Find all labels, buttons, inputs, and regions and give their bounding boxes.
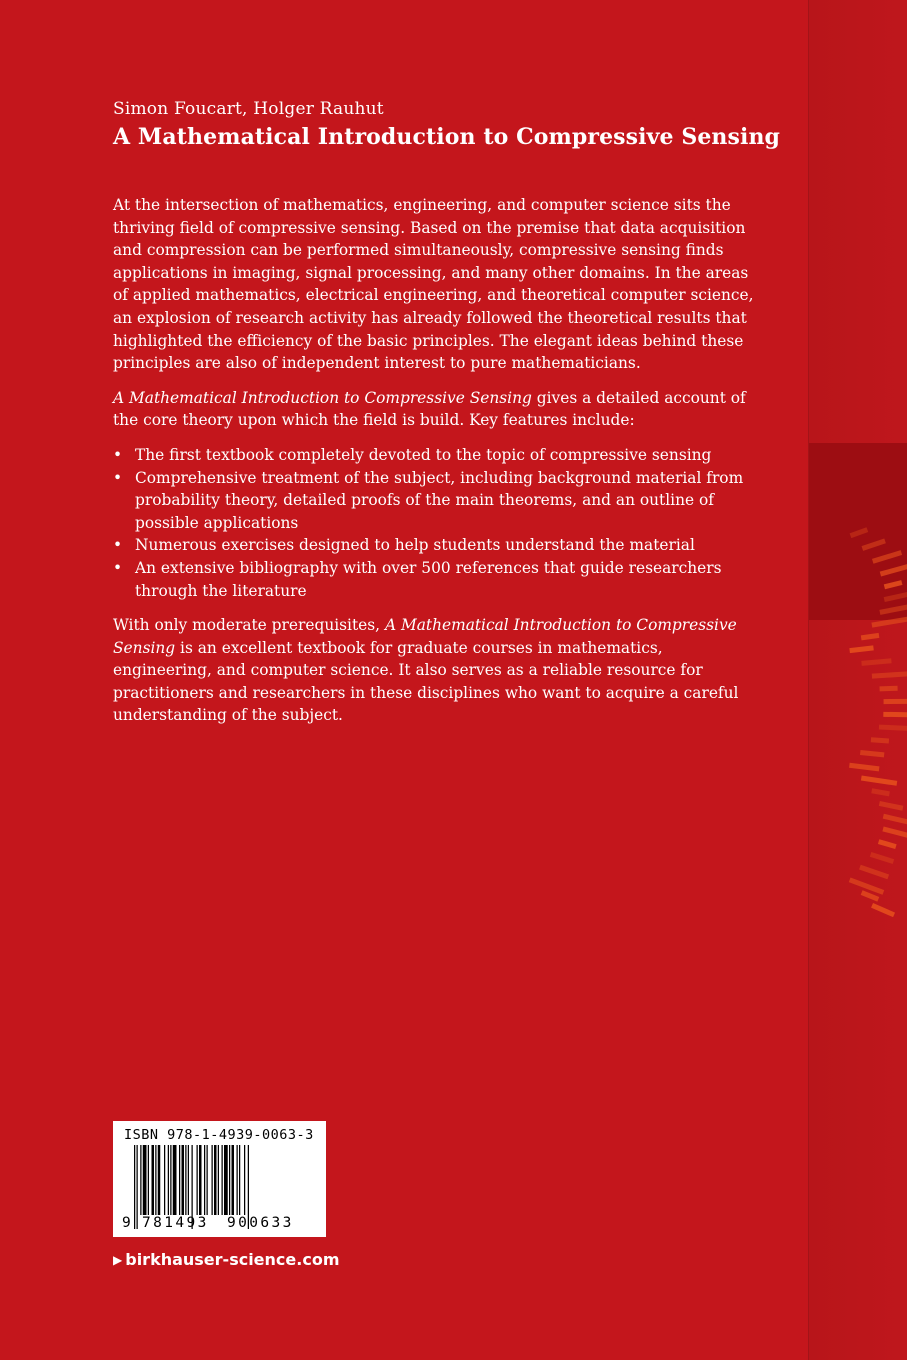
isbn-label: ISBN 978-1-4939-0063-3 (124, 1127, 314, 1143)
list-item (113, 444, 758, 467)
spine-art-stroke (849, 763, 879, 772)
paragraph-intro: At the intersection of mathematics, engineering, and computer science sits the thriving field of compressive sensing. Based on the premise that data acquisition and compression can be performed simultaneously, compressive sensing finds applications in imaging, signal processing, and many other domains. In the areas of applied mathematics, electrical engineering, and theoretical computer science, an explosion of research activity has already followed the theoretical results that highlighted the efficiency of the basic principles. The elegant ideas behind these principles are also of independent interest to pure mathematicians. (113, 196, 754, 373)
barcode-bar (143, 1145, 147, 1215)
list-item (113, 534, 758, 557)
spine-art-stroke (872, 550, 902, 564)
barcode-digit-group-2: 900633 (227, 1215, 294, 1231)
paragraph-features-intro (113, 387, 758, 432)
bullet-icon: • (113, 536, 123, 555)
barcode (113, 1121, 326, 1237)
spine-art-stroke (860, 750, 884, 757)
authors: Simon Foucart, Holger Rauhut (113, 99, 384, 119)
feature-text: Comprehensive treatment of the subject, including background material from probability theory, detailed proofs of the main theorems, and an outline of possible applications (135, 468, 744, 532)
barcode-bar (152, 1145, 155, 1215)
spine-art-stroke (862, 539, 886, 551)
spine-art-stroke (871, 617, 907, 628)
barcode-bar (173, 1145, 177, 1215)
arrow-right-icon: ▶ (113, 1253, 123, 1267)
spine-art-stroke (883, 814, 907, 826)
spine-art-stroke (861, 776, 897, 786)
spine-art-stroke (883, 712, 907, 718)
feature-text: Numerous exercises designed to help students understand the material (135, 536, 695, 555)
barcode-bar (170, 1145, 171, 1215)
barcode-bar (158, 1145, 161, 1215)
barcode-bar (212, 1145, 213, 1215)
spine-art-stroke (859, 865, 889, 879)
spine-art-stroke (884, 592, 907, 602)
book-title: A Mathematical Introduction to Compressive Sensing (113, 124, 781, 150)
bullet-icon: • (113, 558, 123, 577)
barcode-bar (214, 1145, 217, 1215)
spine-art-stroke (849, 645, 873, 653)
barcode-bar (164, 1145, 165, 1215)
publisher-website[interactable] (113, 1250, 339, 1269)
summary-before: With only moderate prerequisites, (113, 616, 385, 635)
feature-text: An extensive bibliography with over 500 references that guide researchers through the literature (135, 558, 722, 600)
spine-art-stroke (871, 788, 890, 796)
barcode-bar (237, 1145, 238, 1215)
spine-art-stroke (882, 826, 907, 840)
spine-art-stroke (871, 903, 895, 917)
spine-art-stroke (879, 725, 907, 732)
feature-list (113, 444, 758, 602)
spine-art-stroke (880, 686, 898, 692)
barcode-bar (199, 1145, 202, 1215)
spine-art-stroke (861, 658, 891, 666)
spine-artwork (809, 520, 907, 940)
website-label: birkhauser-science.com (125, 1250, 340, 1269)
spine (808, 0, 907, 1360)
barcode-bar (239, 1145, 240, 1215)
barcode-bar (168, 1145, 169, 1215)
book-title-italic: A Mathematical Introduction to Compressive Sensing (113, 616, 737, 657)
barcode-bar (188, 1145, 189, 1215)
barcode-bar (229, 1145, 230, 1215)
spine-art-stroke (879, 604, 907, 615)
spine-art-stroke (880, 562, 907, 576)
barcode-bar (207, 1145, 208, 1215)
barcode-bar (222, 1145, 223, 1215)
barcode-bar (204, 1145, 205, 1215)
barcode-bar (179, 1145, 180, 1215)
bullet-icon: • (113, 468, 123, 487)
summary-after: is an excellent textbook for graduate courses in mathematics, engineering, and computer science. It also serves as a reliable resource for practitioners and researchers in these disciplines who want to acquire a careful understanding of the subject. (113, 638, 739, 725)
barcode-bar (155, 1145, 156, 1215)
bullet-icon: • (113, 445, 123, 464)
spine-art-stroke (861, 633, 880, 640)
barcode-bar (140, 1145, 141, 1215)
list-item (113, 467, 758, 535)
barcode-digit-group-1: 781493 (142, 1215, 209, 1231)
spine-art-stroke (871, 737, 889, 743)
feature-text: The first textbook completely devoted to the topic of compressive sensing (135, 445, 712, 464)
spine-art-stroke (878, 839, 897, 849)
spine-art-stroke (884, 580, 903, 589)
barcode-bar (224, 1145, 228, 1215)
spine-art-stroke (870, 852, 894, 864)
paragraph-summary (113, 614, 758, 727)
barcode-bar (218, 1145, 219, 1215)
list-item (113, 557, 758, 602)
barcode-bar (134, 1145, 135, 1229)
spine-art-stroke (872, 671, 907, 678)
barcode-bar (232, 1145, 235, 1215)
barcode-bar (244, 1145, 245, 1215)
barcode-bar (185, 1145, 186, 1215)
spine-art-stroke (884, 699, 907, 704)
book-title-italic: A Mathematical Introduction to Compressive Sensing (113, 388, 532, 407)
barcode-bar (137, 1145, 138, 1229)
barcode-lead-digit: 9 (122, 1215, 131, 1231)
description (113, 194, 758, 739)
spine-art-stroke (850, 527, 869, 538)
paragraph-features-text: gives a detailed account of the core theory upon which the field is build. Key features include: (113, 388, 746, 430)
barcode-bar (197, 1145, 198, 1215)
barcode-bar (182, 1145, 185, 1215)
barcode-bar (148, 1145, 149, 1215)
spine-art-stroke (879, 801, 904, 811)
